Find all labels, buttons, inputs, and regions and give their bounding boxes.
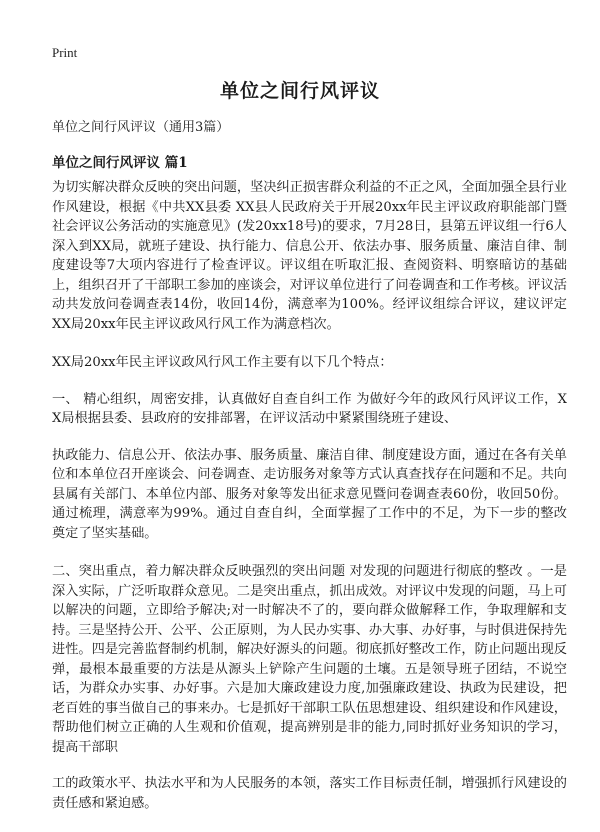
print-link[interactable]: Print xyxy=(52,45,78,60)
document-body xyxy=(52,118,567,832)
paragraph-features-lead: XX局20xx年民主评议政风行风工作主要有以下几个特点： xyxy=(52,355,393,370)
paragraph-intro: 为切实解决群众反映的突出问题，坚决纠正损害群众利益的不正之风，全面加强全县行业作风建设，根据《中共XX县委 XX县人民政府关于开展20xx年民主评议政府职能部门暨社会评议公务活动的实施意见》(发20xx18号)的要求，7月28日，县第五评议组一行6人深入到XX局，就班子建设、执行能力、信息公开、依法办事、服务质量、廉洁自律、制度建设等7大项内容进行了检查评议。评议组在听取汇报、查阅资料、明察暗访的基础上，组织召开了干部职工参加的座谈会，对评议单位进行了问卷调查和工作考核。评议活动共发放问卷调查表14份，收回14份，满意率为100%。经评议组综合评议，建议评定XX局20xx年民主评议政风行风工作为满意档次。 xyxy=(52,180,567,332)
section-heading: 单位之间行风评议 篇1 xyxy=(52,155,188,171)
paragraph-point-two-continued: 工的政策水平、执法水平和为人民服务的本领，落实工作目标责任制，增强抓行风建设的责任感和紧迫感。 xyxy=(52,776,567,811)
document-subtitle: 单位之间行风评议（通用3篇） xyxy=(52,120,230,135)
paragraph-point-two: 二、突出重点，着力解决群众反映强烈的突出问题 对发现的问题进行彻底的整改 。一是深入实际，广泛听取群众意见。二是突出重点，抓出成效。对评议中发现的问题，马上可以解决的问题，立即给予解决;对一时解决不了的，要向群众做解释工作，争取理解和支持。三是坚持公开、公平、公正原则，为人民办实事、办大事、办好事，与时俱进保持先进性。四是完善监督制约机制，解决好源头的问题。彻底抓好整改工作，防止问题出现反弹，最根本最重要的方法是从源头上铲除产生问题的土壤。五是领导班子团结，不说空话，为群众办实事、办好事。六是加大廉政建设力度,加强廉政建设、执政为民建设，把老百姓的事当做自己的事来办。七是抓好干部职工队伍思想建设、组织建设和作风建设，帮助他们树立正确的人生观和价值观，提高辨别是非的能力,同时抓好业务知识的学习，提高干部职 xyxy=(52,564,567,755)
paragraph-point-one-continued: 执政能力、信息公开、依法办事、服务质量、廉洁自律、制度建设方面，通过在各有关单位和本单位召开座谈会、问卷调查、走访服务对象等方式认真查找存在问题和不足。共向县属有关部门、本单位内部、服务对象等发出征求意见暨问卷调查表60份，收回50份。通过梳理，满意率为99%。通过自查自纠，全面掌握了工作中的不足，为下一步的整改奠定了坚实基础。 xyxy=(52,447,567,541)
paragraph-point-one: 一、 精心组织，周密安排，认真做好自查自纠工作 为做好今年的政风行风评议工作，XX局根据县委、县政府的安排部署，在评议活动中紧紧围绕班子建设、 xyxy=(52,391,567,426)
document-title: 单位之间行风评议 xyxy=(219,80,380,102)
